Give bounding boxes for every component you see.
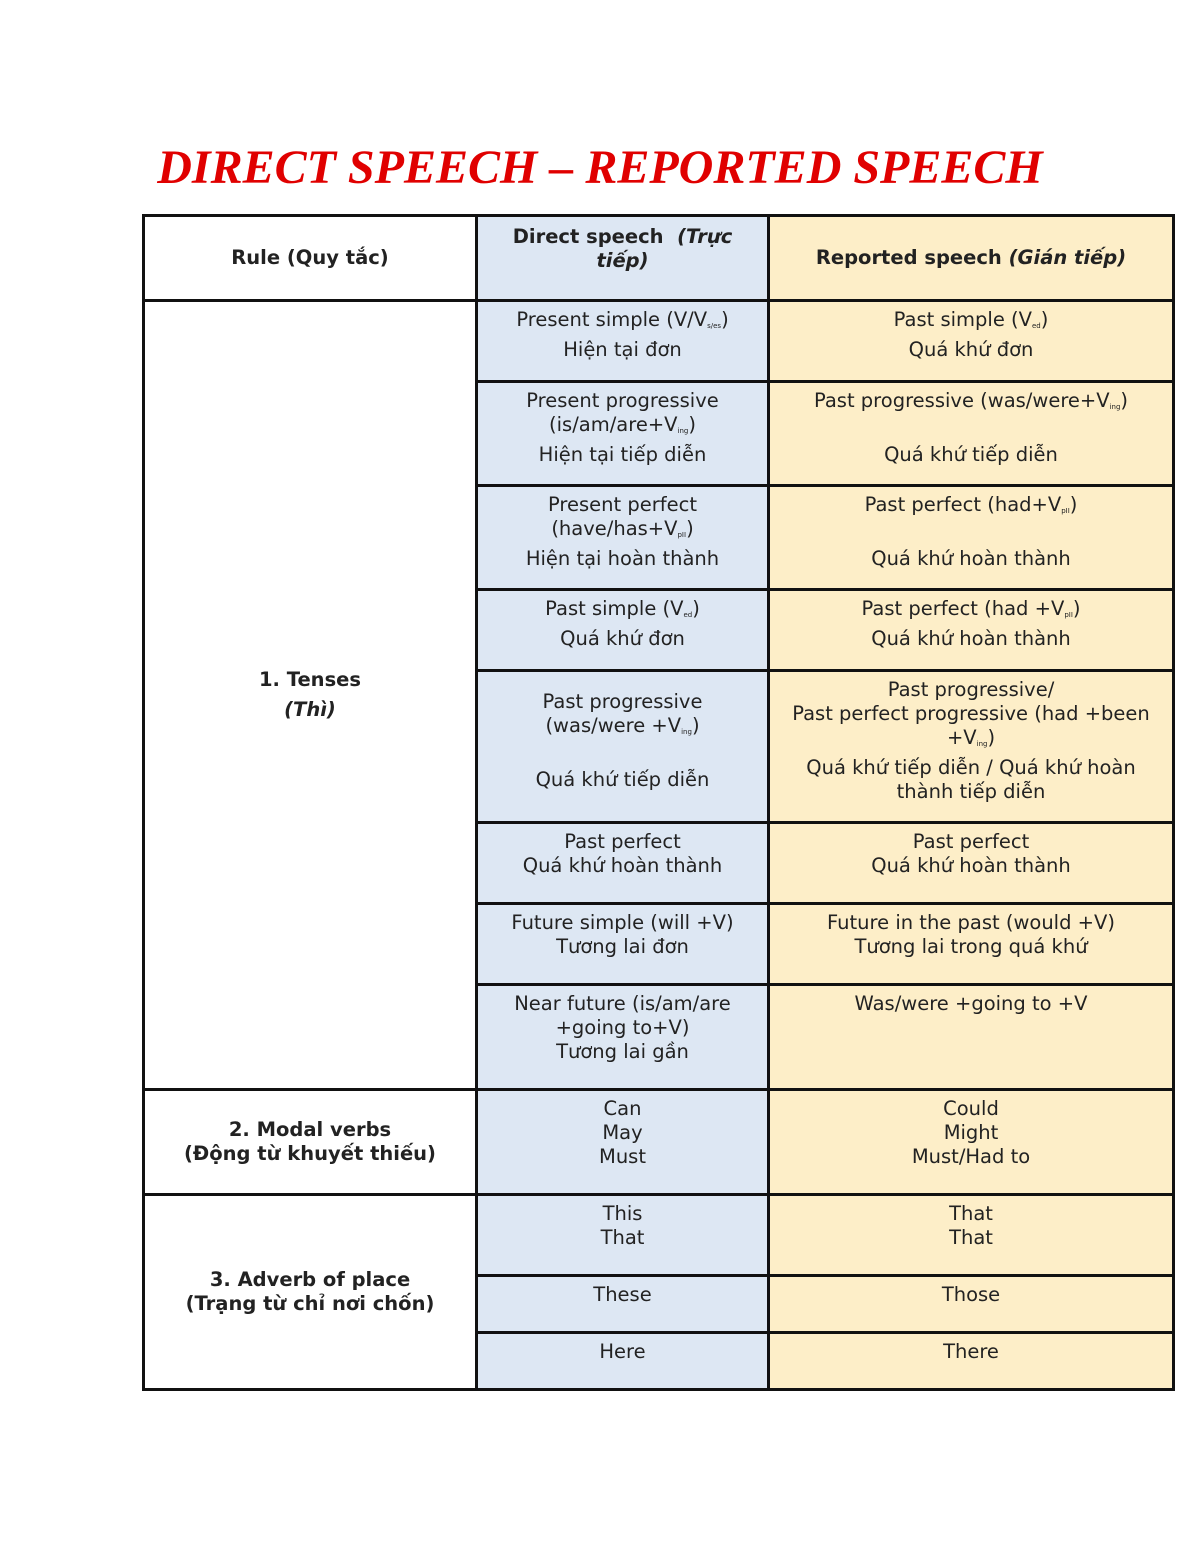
adverb-label-vi: (Trạng từ chỉ nơi chốn) (185, 1292, 435, 1315)
direct-cell (477, 823, 769, 904)
cell-text: This (602, 1202, 643, 1225)
header-reported-label: Reported speech (815, 246, 1002, 269)
cell-text: Present simple $(V/V_{s/es})$ (516, 308, 729, 331)
cell-text: Quá khứ tiếp diễn (884, 443, 1058, 466)
subscript: ing (976, 740, 988, 748)
reported-cell (769, 590, 1174, 671)
cell-text: That (600, 1226, 645, 1249)
header-direct-vi: (Trực tiếp) (596, 225, 733, 272)
cell-text: Hiện tại đơn (563, 338, 682, 361)
cell-text: Quá khứ hoàn thành (522, 854, 723, 877)
table-row (144, 1195, 1174, 1276)
cell-text: thành tiếp diễn (896, 780, 1046, 803)
cell-text: Quá khứ hoàn thành (871, 547, 1071, 570)
reported-cell (769, 823, 1174, 904)
modal-label-vi: (Động từ khuyết thiếu) (184, 1142, 436, 1165)
cell-text: Past progressive (542, 690, 703, 713)
cell-text: Past perfect (912, 830, 1030, 853)
cell-text: Must (599, 1145, 646, 1168)
table-row (144, 1090, 1174, 1195)
direct-cell (477, 486, 769, 590)
direct-cell (477, 1090, 769, 1195)
cell-text: Here (599, 1340, 646, 1363)
direct-cell (477, 301, 769, 382)
cell-text: Past progressive/ (887, 678, 1055, 701)
direct-cell (477, 382, 769, 486)
subscript: ed (683, 611, 693, 619)
subscript: ing (1109, 403, 1121, 411)
cell-text: There (943, 1340, 999, 1363)
cell-text: Past simple $(V_{ed})$ (893, 308, 1049, 331)
direct-cell (477, 671, 769, 823)
subscript: pII (677, 531, 687, 539)
cell-text: That (949, 1226, 993, 1249)
subscript: pII (1064, 611, 1073, 619)
cell-text: Can (603, 1097, 642, 1120)
cell-text: Tương lai đơn (556, 935, 689, 958)
cell-text: Future in the past (would +V) (827, 911, 1115, 934)
cell-text: $(have/has+V_{pII})$ (551, 517, 694, 540)
cell-text: Hiện tại tiếp diễn (538, 443, 707, 466)
reported-cell (769, 904, 1174, 985)
subscript: pII (1061, 507, 1070, 515)
cell-text: Must/Had to (911, 1145, 1031, 1168)
tenses-rule (144, 301, 477, 1090)
header-rule (144, 216, 477, 301)
table-row (144, 301, 1174, 382)
cell-text: Quá khứ tiếp diễn / Quá khứ hoàn (806, 756, 1136, 779)
reported-cell (769, 985, 1174, 1090)
cell-text: May (602, 1121, 643, 1144)
subscript: ed (1032, 322, 1041, 330)
cell-text: Hiện tại hoàn thành (525, 547, 720, 570)
reported-cell (769, 1195, 1174, 1276)
direct-cell (477, 590, 769, 671)
cell-text: Past perfect (564, 830, 681, 853)
cell-text: (was/were $+V_{ing}$) (545, 714, 700, 737)
cell-text: Future simple (will +V) (511, 911, 734, 934)
cell-text: Quá khứ hoàn thành (871, 627, 1071, 650)
direct-cell (477, 1276, 769, 1333)
cell-text: Present perfect (548, 493, 697, 516)
reported-cell (769, 382, 1174, 486)
cell-text: +going to+V) (555, 1016, 690, 1039)
reported-cell (769, 1333, 1174, 1390)
subscript: ing (677, 427, 689, 435)
modal-rule (144, 1090, 477, 1195)
reported-cell (769, 301, 1174, 382)
cell-text: $(is/am/are+V_{ing})$ (549, 413, 696, 436)
cell-text: Quá khứ đơn (560, 627, 685, 650)
subscript: s/es (707, 322, 722, 330)
cell-text: Might (943, 1121, 999, 1144)
tenses-label-vi: (Thì) (284, 698, 336, 721)
cell-text: $+V_{ing}$) (946, 726, 996, 749)
cell-text: Could (943, 1097, 999, 1120)
subscript: ing (681, 728, 692, 736)
cell-text: Past perfect $(had+V_{pII})$ (864, 493, 1078, 516)
reported-cell (769, 1090, 1174, 1195)
header-rule-label: Rule (Quy tắc) (231, 246, 389, 269)
header-direct-label: Direct speech (512, 225, 664, 248)
header-row (144, 216, 1174, 301)
direct-cell (477, 985, 769, 1090)
header-reported (769, 216, 1174, 301)
reported-cell (769, 486, 1174, 590)
adverb-label: 3. Adverb of place (209, 1268, 411, 1291)
cell-text: That (949, 1202, 993, 1225)
header-direct (477, 216, 769, 301)
cell-text: Past progressive $(was/were+V_{ing})$ (813, 389, 1129, 412)
cell-text: These (593, 1283, 652, 1306)
cell-text: Near future (is/am/are (514, 992, 731, 1015)
cell-text: Tương lai trong quá khứ (854, 935, 1088, 958)
page-title: DIRECT SPEECH – REPORTED SPEECH (157, 141, 1043, 194)
cell-text: Past simple $(V_{ed})$ (545, 597, 700, 620)
speech-table (142, 214, 1175, 1391)
tenses-label: 1. Tenses (258, 668, 362, 691)
cell-text: Present progressive (526, 389, 719, 412)
adverb-rule (144, 1195, 477, 1390)
reported-cell (769, 1276, 1174, 1333)
cell-text: Quá khứ đơn (908, 338, 1034, 361)
reported-cell (769, 671, 1174, 823)
modal-label: 2. Modal verbs (228, 1118, 392, 1141)
direct-cell (477, 904, 769, 985)
cell-text: Quá khứ hoàn thành (871, 854, 1071, 877)
cell-text: Was/were +going to +V (854, 992, 1088, 1015)
cell-text: Past perfect $(had +V_{pII})$ (861, 597, 1081, 620)
header-reported-vi: (Gián tiếp) (1008, 246, 1127, 269)
direct-cell (477, 1333, 769, 1390)
cell-text: Tương lai gần (556, 1040, 689, 1063)
direct-cell (477, 1195, 769, 1276)
cell-text: Past perfect progressive (had +been (792, 702, 1150, 725)
cell-text: Those (941, 1283, 1001, 1306)
cell-text: Quá khứ tiếp diễn (535, 768, 710, 791)
